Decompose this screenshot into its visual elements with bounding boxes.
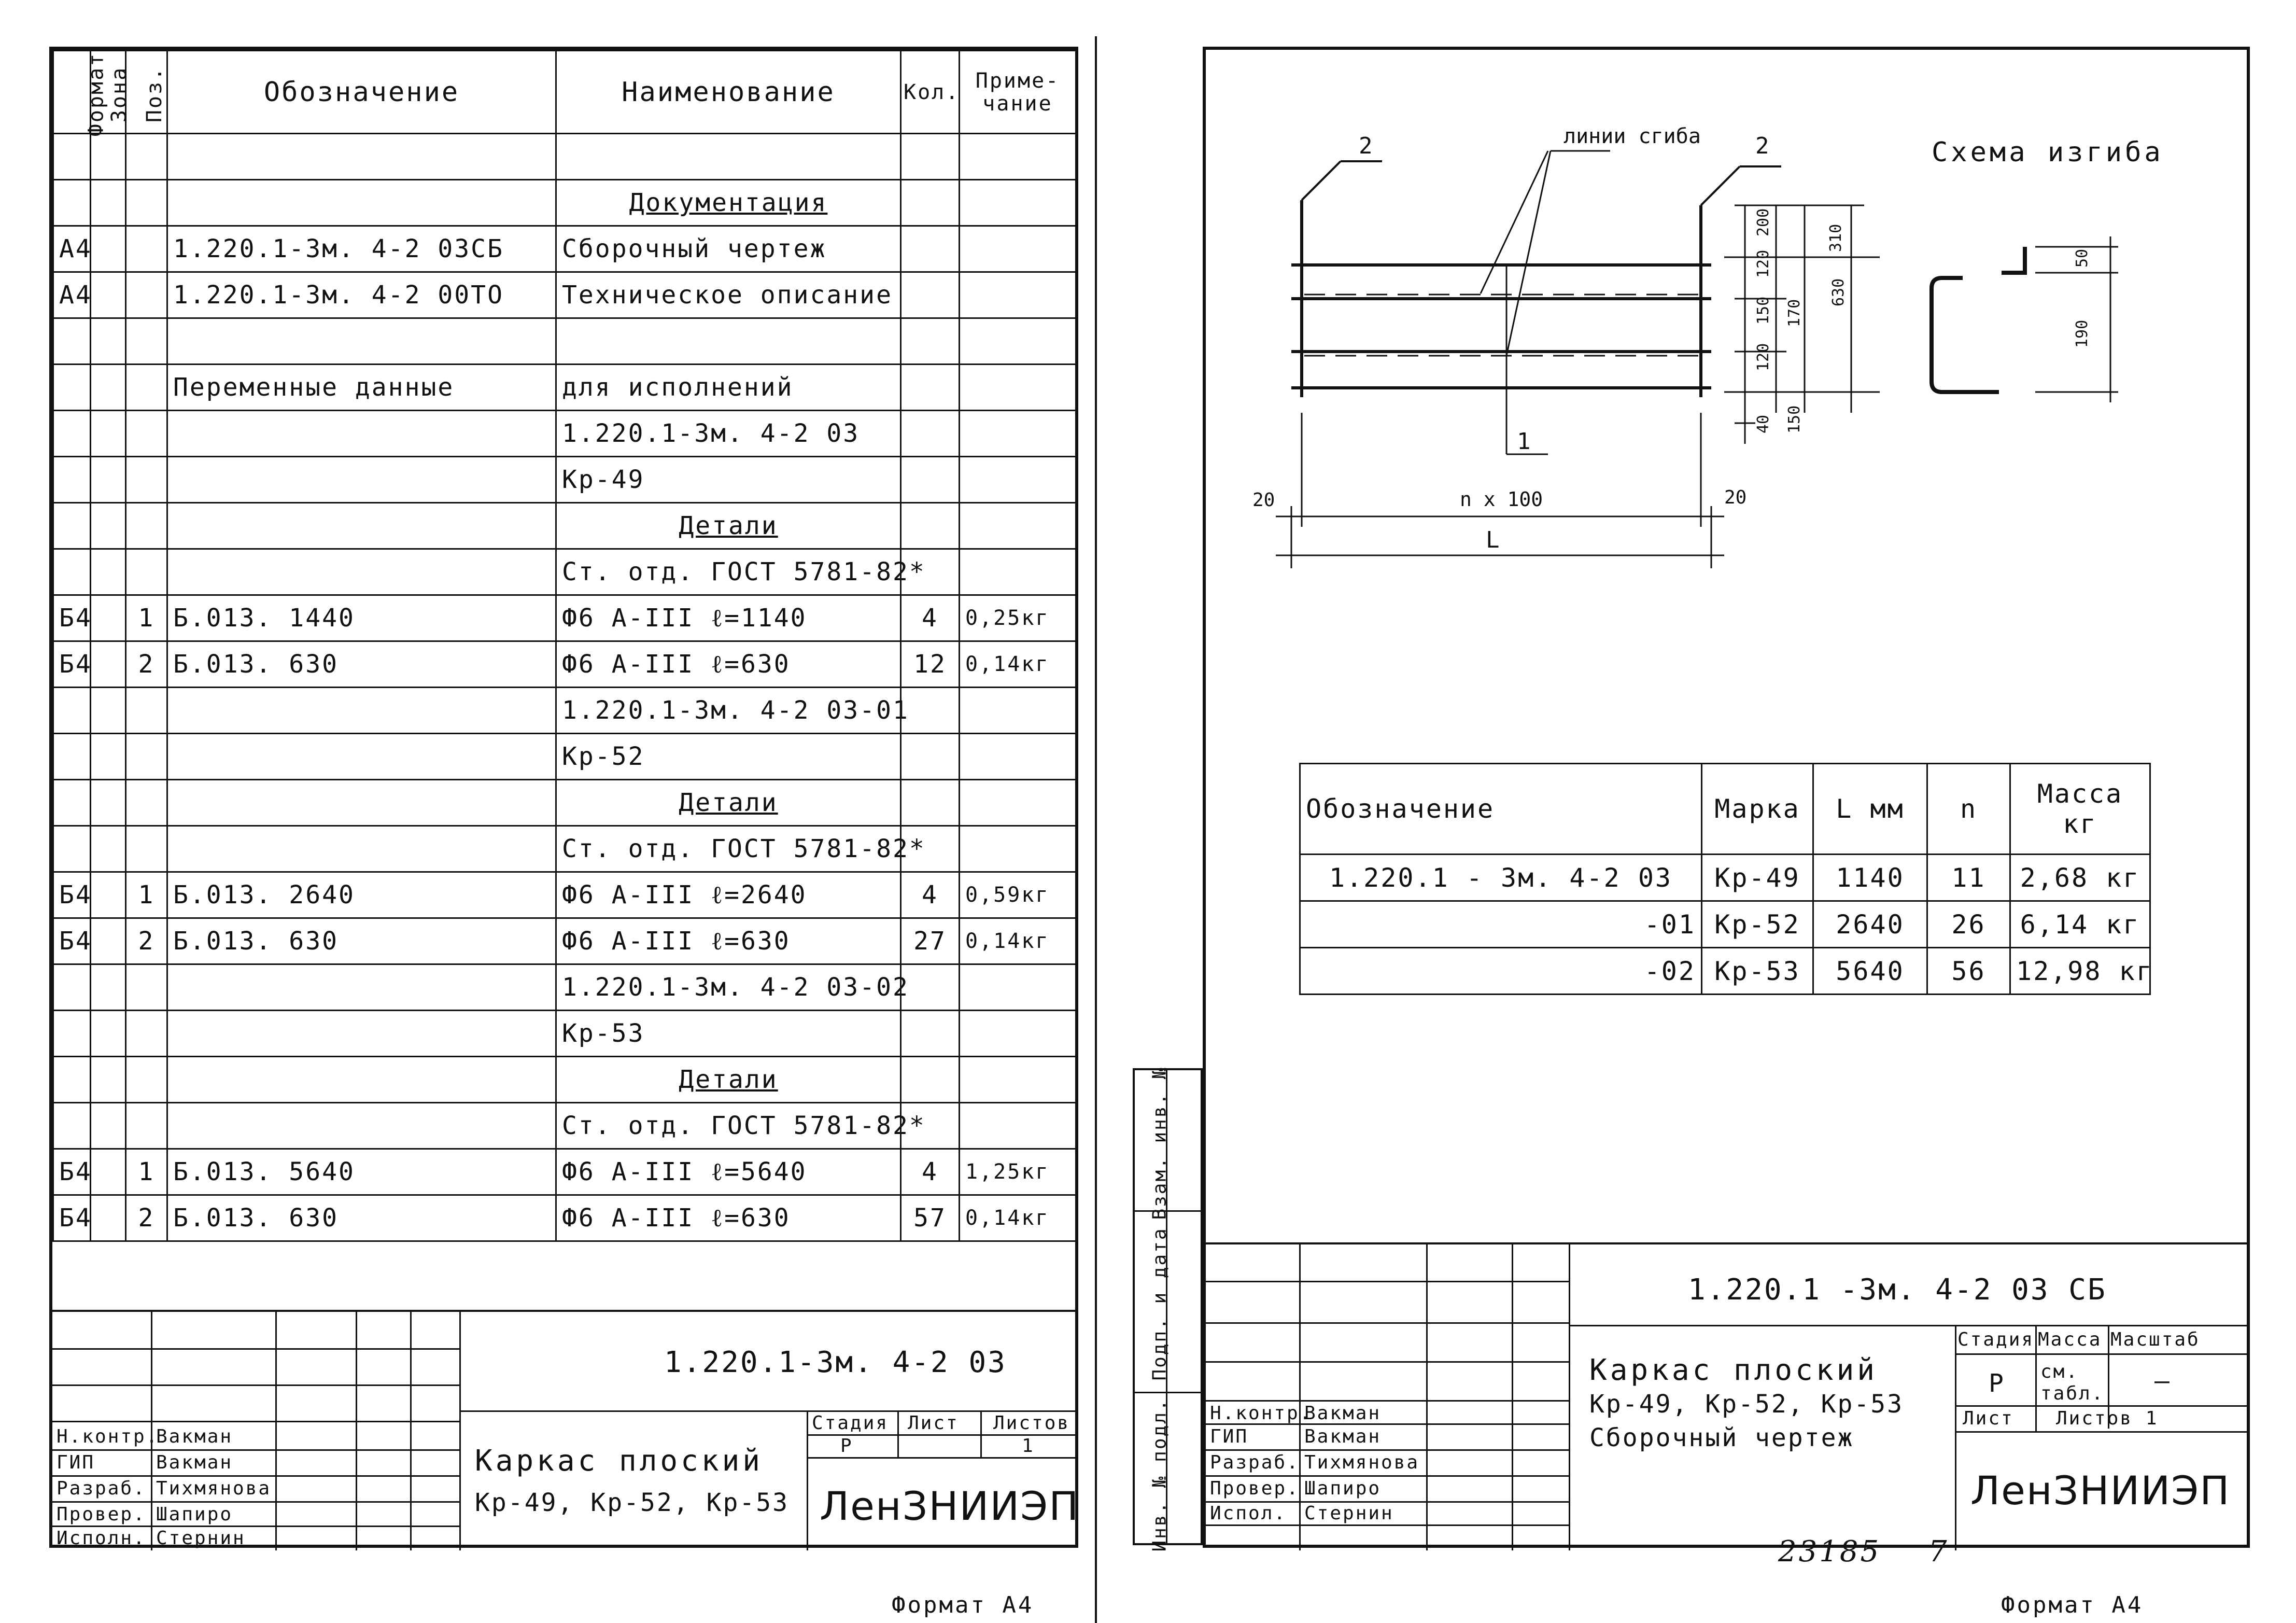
side-label-replaced: Взам. инв. № xyxy=(1149,1066,1171,1220)
right-organization-logo: ЛенЗНИИЭП xyxy=(1970,1467,2231,1514)
spec-cell-qty xyxy=(901,365,960,411)
mass-table-header: L мм xyxy=(1813,764,1927,855)
mass-table-header: Обозначение xyxy=(1300,764,1702,855)
spec-cell-name: Ф6 А-III ℓ=1140 xyxy=(556,595,901,641)
spec-cell-designation: Б.013. 630 xyxy=(167,918,556,964)
reinforcement-drawing xyxy=(1206,50,2247,620)
mass-table-cell: Кр-49 xyxy=(1702,855,1813,901)
vertical-dimension: 310 xyxy=(1827,223,1845,252)
spec-cell-qty: 4 xyxy=(901,1149,960,1195)
spec-cell-zone xyxy=(91,549,126,595)
spec-cell-designation xyxy=(167,503,556,549)
spec-row xyxy=(53,272,1076,318)
sheet-subtitle: Кр-49, Кр-52, Кр-53 xyxy=(475,1488,790,1517)
spec-row xyxy=(53,1057,1076,1103)
col-name: Наименование xyxy=(556,51,901,134)
spec-cell-format xyxy=(53,365,91,411)
spec-cell-format: Б4 xyxy=(53,595,91,641)
person-name: Стернин xyxy=(156,1528,246,1549)
mass-table-cell: 5640 xyxy=(1813,948,1927,995)
spec-cell-format: Б4 xyxy=(53,1149,91,1195)
person-name: Тихмянова xyxy=(1304,1452,1420,1473)
spec-row xyxy=(53,180,1076,226)
spec-cell-note xyxy=(960,272,1076,318)
mass-table-cell: -02 xyxy=(1300,948,1702,995)
spec-cell-zone xyxy=(91,272,126,318)
spec-cell-format xyxy=(53,503,91,549)
spec-cell-note xyxy=(960,318,1076,365)
spec-cell-pos xyxy=(126,272,167,318)
spec-row xyxy=(53,549,1076,595)
spec-cell-name: Ст. отд. ГОСТ 5781-82* xyxy=(556,1103,901,1149)
spec-cell-qty xyxy=(901,1057,960,1103)
right-sheet-doc-type: Сборочный чертеж xyxy=(1589,1423,1854,1452)
vertical-dimension: 630 xyxy=(1829,278,1848,306)
role-label: Провер. xyxy=(57,1504,146,1525)
spec-cell-designation xyxy=(167,1103,556,1149)
spec-cell-pos xyxy=(126,457,167,503)
vertical-dimension: 150 xyxy=(1754,296,1772,325)
spec-cell-format xyxy=(53,318,91,365)
r-scale-label: Масштаб xyxy=(2110,1329,2200,1350)
spec-cell-designation: Б.013. 630 xyxy=(167,641,556,688)
spec-row xyxy=(53,688,1076,734)
role-label: ГИП xyxy=(57,1452,95,1473)
spec-cell-format xyxy=(53,1011,91,1057)
spec-cell-qty xyxy=(901,318,960,365)
person-name: Шапиро xyxy=(156,1504,233,1525)
spec-cell-name: Документация xyxy=(556,180,901,226)
col-format: Формат xyxy=(53,51,91,134)
spec-cell-zone xyxy=(91,1011,126,1057)
spec-cell-pos xyxy=(126,318,167,365)
r-sheet-label: Лист xyxy=(1963,1408,2014,1429)
spec-cell-qty: 27 xyxy=(901,918,960,964)
pos-2-label: 2 xyxy=(1359,133,1373,159)
person-name: Вакман xyxy=(156,1452,233,1473)
spec-cell-name: Ф6 А-III ℓ=630 xyxy=(556,918,901,964)
col-qty: Кол. xyxy=(901,51,960,134)
vertical-dimension: 150 xyxy=(1785,405,1804,433)
spec-cell-pos xyxy=(126,1057,167,1103)
spec-cell-pos: 2 xyxy=(126,918,167,964)
spec-row xyxy=(53,226,1076,272)
spec-cell-pos: 2 xyxy=(126,641,167,688)
spec-cell-pos xyxy=(126,365,167,411)
r-mass-value: см. табл. xyxy=(2040,1361,2105,1404)
spec-cell-zone xyxy=(91,964,126,1011)
spec-cell-note xyxy=(960,549,1076,595)
mass-table-cell: 6,14 кг xyxy=(2010,901,2150,948)
mass-table-header: n xyxy=(1927,764,2010,855)
spec-cell-format: Б4 xyxy=(53,872,91,918)
pos-2-label-right: 2 xyxy=(1755,133,1769,159)
spec-cell-designation xyxy=(167,826,556,872)
spec-cell-zone xyxy=(91,780,126,826)
bend-dim-190: 190 xyxy=(2073,319,2091,348)
spec-row xyxy=(53,595,1076,641)
spec-row xyxy=(53,1011,1076,1057)
spec-row xyxy=(53,365,1076,411)
spec-cell-qty xyxy=(901,134,960,180)
spec-cell-designation: Б.013. 1440 xyxy=(167,595,556,641)
role-label: Разраб. xyxy=(1210,1452,1300,1473)
spec-cell-pos: 1 xyxy=(126,872,167,918)
right-format-note: Формат А4 xyxy=(2001,1592,2144,1618)
spec-cell-name: Ст. отд. ГОСТ 5781-82* xyxy=(556,826,901,872)
spec-cell-name: 1.220.1-3м. 4-2 03-01 xyxy=(556,688,901,734)
spec-cell-qty: 57 xyxy=(901,1195,960,1241)
spec-cell-designation xyxy=(167,411,556,457)
spec-row xyxy=(53,780,1076,826)
spec-cell-zone xyxy=(91,226,126,272)
mass-table-header: Марка xyxy=(1702,764,1813,855)
right-document-code: 1.220.1 -3м. 4-2 03 СБ xyxy=(1688,1273,2107,1307)
organization-logo: ЛенЗНИИЭП xyxy=(820,1483,1080,1529)
spec-cell-note xyxy=(960,503,1076,549)
spec-cell-zone xyxy=(91,318,126,365)
spec-cell-designation xyxy=(167,457,556,503)
mass-table-row xyxy=(1300,855,2150,901)
col-zone: Зона xyxy=(91,51,126,134)
spec-cell-pos xyxy=(126,826,167,872)
spec-cell-name: Ф6 А-III ℓ=630 xyxy=(556,1195,901,1241)
spec-cell-name: Ф6 А-III ℓ=630 xyxy=(556,641,901,688)
spec-cell-format xyxy=(53,180,91,226)
spec-cell-name xyxy=(556,318,901,365)
spec-cell-zone xyxy=(91,918,126,964)
spec-cell-pos xyxy=(126,549,167,595)
spec-cell-format xyxy=(53,1103,91,1149)
spec-cell-qty xyxy=(901,1011,960,1057)
mass-table-cell: 2,68 кг xyxy=(2010,855,2150,901)
r-stage-label: Стадия xyxy=(1957,1329,2035,1350)
spec-cell-note xyxy=(960,734,1076,780)
spec-cell-note xyxy=(960,180,1076,226)
mass-table-cell: Кр-53 xyxy=(1702,948,1813,995)
person-name: Вакман xyxy=(156,1426,233,1447)
spec-cell-note xyxy=(960,134,1076,180)
spec-cell-zone xyxy=(91,688,126,734)
r-stage-value: Р xyxy=(1989,1369,2005,1398)
spec-cell-note: 0,14кг xyxy=(960,1195,1076,1241)
spec-cell-note xyxy=(960,1057,1076,1103)
spec-cell-designation: 1.220.1-3м. 4-2 03СБ xyxy=(167,226,556,272)
role-label: Исполн. xyxy=(57,1528,146,1549)
col-designation: Обозначение xyxy=(167,51,556,134)
archive-page: 7 xyxy=(1928,1535,1949,1569)
spec-cell-designation xyxy=(167,1057,556,1103)
spec-cell-qty xyxy=(901,180,960,226)
spec-row xyxy=(53,826,1076,872)
spec-cell-zone xyxy=(91,595,126,641)
spec-cell-name: Ст. отд. ГОСТ 5781-82* xyxy=(556,549,901,595)
spec-cell-qty: 12 xyxy=(901,641,960,688)
spec-cell-format: Б4 xyxy=(53,641,91,688)
spec-cell-name xyxy=(556,134,901,180)
spec-cell-name: Ф6 А-III ℓ=5640 xyxy=(556,1149,901,1195)
spec-cell-qty xyxy=(901,964,960,1011)
spec-cell-name: Сборочный чертеж xyxy=(556,226,901,272)
spec-cell-zone xyxy=(91,872,126,918)
spec-cell-format xyxy=(53,780,91,826)
spec-cell-format: А4 xyxy=(53,226,91,272)
spec-cell-designation xyxy=(167,318,556,365)
spec-cell-qty xyxy=(901,226,960,272)
role-label: Провер. xyxy=(1210,1478,1300,1499)
spec-cell-format xyxy=(53,457,91,503)
mass-table-cell: 2640 xyxy=(1813,901,1927,948)
spec-cell-designation xyxy=(167,1011,556,1057)
dim-20-right: 20 xyxy=(1724,487,1747,508)
spec-cell-note: 0,25кг xyxy=(960,595,1076,641)
spec-cell-designation: Переменные данные xyxy=(167,365,556,411)
spec-row xyxy=(53,1103,1076,1149)
stage-label: Стадия xyxy=(812,1412,889,1434)
vertical-dimension: 120 xyxy=(1754,343,1772,371)
sheet-title: Каркас плоский xyxy=(475,1444,764,1478)
spec-cell-note: 0,14кг xyxy=(960,641,1076,688)
spec-cell-zone xyxy=(91,1149,126,1195)
spec-cell-note: 0,14кг xyxy=(960,918,1076,964)
spec-cell-format: Б4 xyxy=(53,918,91,964)
scheme-title: Схема изгиба xyxy=(1932,137,2164,168)
spec-row xyxy=(53,918,1076,964)
mass-table-row xyxy=(1300,901,2150,948)
spec-cell-zone xyxy=(91,1103,126,1149)
spec-cell-zone xyxy=(91,411,126,457)
sheets-label: Листов xyxy=(993,1412,1070,1434)
spec-row xyxy=(53,641,1076,688)
person-name: Вакман xyxy=(1304,1426,1382,1447)
spec-cell-note xyxy=(960,411,1076,457)
mass-table-cell: -01 xyxy=(1300,901,1702,948)
spec-cell-qty: 4 xyxy=(901,872,960,918)
spec-cell-designation xyxy=(167,134,556,180)
person-name: Шапиро xyxy=(1304,1478,1382,1499)
spec-cell-name: Кр-49 xyxy=(556,457,901,503)
col-note: Приме-чание xyxy=(960,51,1076,134)
spec-cell-qty: 4 xyxy=(901,595,960,641)
spec-cell-note: 0,59кг xyxy=(960,872,1076,918)
specification-body xyxy=(53,134,1076,1241)
spec-cell-format xyxy=(53,826,91,872)
spec-row xyxy=(53,734,1076,780)
spec-cell-zone xyxy=(91,134,126,180)
vertical-dimension: 170 xyxy=(1785,299,1804,327)
spec-cell-pos xyxy=(126,688,167,734)
spec-cell-name: Кр-52 xyxy=(556,734,901,780)
right-sheet xyxy=(1203,47,2250,1548)
spec-row xyxy=(53,457,1076,503)
role-label: Разраб. xyxy=(57,1478,146,1499)
role-label: Испол. xyxy=(1210,1503,1287,1524)
sheet-label: Лист xyxy=(908,1412,959,1434)
mass-table-row xyxy=(1300,948,2150,995)
spec-row xyxy=(53,1195,1076,1241)
spec-row xyxy=(53,134,1076,180)
spec-cell-name: Ф6 А-III ℓ=2640 xyxy=(556,872,901,918)
stage-value: Р xyxy=(840,1435,853,1457)
side-label-inventory: Инв. № подл. xyxy=(1149,1398,1171,1552)
spec-cell-name: для исполнений xyxy=(556,365,901,411)
spec-cell-format: А4 xyxy=(53,272,91,318)
specification-table xyxy=(52,50,1077,1242)
sheets-value: 1 xyxy=(1022,1435,1035,1457)
dim-20-left: 20 xyxy=(1252,489,1275,511)
spec-cell-qty xyxy=(901,503,960,549)
spec-row xyxy=(53,411,1076,457)
spec-cell-note xyxy=(960,1103,1076,1149)
spec-cell-zone xyxy=(91,826,126,872)
spec-row xyxy=(53,1149,1076,1195)
sheet-divider xyxy=(1095,36,1097,1623)
role-label: Н.контр. xyxy=(1210,1403,1313,1424)
spec-cell-pos xyxy=(126,780,167,826)
spec-cell-note xyxy=(960,964,1076,1011)
spec-cell-note xyxy=(960,826,1076,872)
mass-table-cell: 1140 xyxy=(1813,855,1927,901)
spec-cell-note xyxy=(960,780,1076,826)
spec-cell-qty xyxy=(901,780,960,826)
spec-cell-designation xyxy=(167,688,556,734)
r-sheets-label: Листов 1 xyxy=(2056,1408,2159,1429)
vertical-dimension: 40 xyxy=(1754,414,1772,433)
spec-cell-format xyxy=(53,688,91,734)
spec-cell-note: 1,25кг xyxy=(960,1149,1076,1195)
document-code: 1.220.1-3м. 4-2 03 xyxy=(664,1346,1007,1379)
spec-cell-name: Детали xyxy=(556,1057,901,1103)
spec-cell-note xyxy=(960,226,1076,272)
spec-cell-note xyxy=(960,457,1076,503)
spec-cell-format xyxy=(53,549,91,595)
mass-table-cell: 1.220.1 - 3м. 4-2 03 xyxy=(1300,855,1702,901)
spec-cell-pos xyxy=(126,734,167,780)
spec-cell-pos xyxy=(126,226,167,272)
left-format-note: Формат А4 xyxy=(892,1592,1034,1618)
vertical-dimension: 200 xyxy=(1754,208,1772,236)
spec-cell-pos: 1 xyxy=(126,595,167,641)
right-sheet-title: Каркас плоский xyxy=(1589,1353,1878,1387)
spec-cell-designation xyxy=(167,180,556,226)
spec-cell-format: Б4 xyxy=(53,1195,91,1241)
spec-cell-pos: 1 xyxy=(126,1149,167,1195)
spec-cell-pos xyxy=(126,411,167,457)
spec-cell-qty xyxy=(901,457,960,503)
spec-cell-pos xyxy=(126,180,167,226)
spec-cell-zone xyxy=(91,1057,126,1103)
spec-cell-note xyxy=(960,365,1076,411)
bend-dim-50: 50 xyxy=(2073,248,2091,268)
spec-cell-pos xyxy=(126,964,167,1011)
spec-cell-format xyxy=(53,411,91,457)
vertical-dimension: 120 xyxy=(1754,249,1772,278)
spec-cell-format xyxy=(53,134,91,180)
spec-cell-qty xyxy=(901,411,960,457)
spec-row xyxy=(53,964,1076,1011)
spec-cell-zone xyxy=(91,1195,126,1241)
spec-cell-designation xyxy=(167,549,556,595)
spec-cell-qty xyxy=(901,734,960,780)
spec-cell-note xyxy=(960,1011,1076,1057)
spec-row xyxy=(53,872,1076,918)
spec-cell-zone xyxy=(91,365,126,411)
right-title-block xyxy=(1206,1242,2247,1550)
spec-cell-note xyxy=(960,688,1076,734)
spec-cell-zone xyxy=(91,457,126,503)
spec-cell-qty xyxy=(901,272,960,318)
left-title-block xyxy=(52,1310,1080,1550)
spec-cell-zone xyxy=(91,503,126,549)
person-name: Стернин xyxy=(1304,1503,1394,1524)
spec-cell-pos xyxy=(126,503,167,549)
spec-cell-pos xyxy=(126,134,167,180)
spec-cell-name: 1.220.1-3м. 4-2 03-02 xyxy=(556,964,901,1011)
role-label: Н.контр. xyxy=(57,1426,159,1447)
mass-table-cell: 56 xyxy=(1927,948,2010,995)
spec-cell-pos xyxy=(126,1011,167,1057)
spec-cell-pos: 2 xyxy=(126,1195,167,1241)
spec-row xyxy=(53,503,1076,549)
spec-cell-zone xyxy=(91,641,126,688)
right-sheet-subtitle: Кр-49, Кр-52, Кр-53 xyxy=(1589,1390,1904,1419)
spec-cell-qty xyxy=(901,688,960,734)
left-sheet xyxy=(49,47,1078,1548)
spec-cell-name: Детали xyxy=(556,503,901,549)
mass-table-cell: 26 xyxy=(1927,901,2010,948)
person-name: Вакман xyxy=(1304,1403,1382,1424)
dim-n100: n x 100 xyxy=(1460,488,1543,511)
spec-cell-designation xyxy=(167,780,556,826)
spec-cell-name: Кр-53 xyxy=(556,1011,901,1057)
spec-cell-name: 1.220.1-3м. 4-2 03 xyxy=(556,411,901,457)
spec-cell-zone xyxy=(91,180,126,226)
person-name: Тихмянова xyxy=(156,1478,272,1499)
spec-cell-zone xyxy=(91,734,126,780)
spec-cell-format xyxy=(53,964,91,1011)
spec-row xyxy=(53,318,1076,365)
spec-cell-pos xyxy=(126,1103,167,1149)
spec-cell-designation xyxy=(167,734,556,780)
side-stamp xyxy=(1133,1066,1203,1552)
mass-table xyxy=(1299,763,2151,995)
pos-1-label: 1 xyxy=(1517,428,1531,455)
spec-cell-designation xyxy=(167,964,556,1011)
spec-cell-name: Детали xyxy=(556,780,901,826)
spec-cell-name: Техническое описание xyxy=(556,272,901,318)
mass-table-cell: 11 xyxy=(1927,855,2010,901)
mass-table-cell: Кр-52 xyxy=(1702,901,1813,948)
bend-lines-label: линии сгиба xyxy=(1563,124,1701,148)
spec-cell-format xyxy=(53,1057,91,1103)
side-label-signature: Подп. и дата xyxy=(1149,1227,1171,1381)
col-pos: Поз. xyxy=(126,51,167,134)
archive-number: 23185 xyxy=(1778,1535,1881,1569)
spec-cell-designation: 1.220.1-3м. 4-2 00ТО xyxy=(167,272,556,318)
role-label: ГИП xyxy=(1210,1426,1249,1447)
spec-cell-designation: Б.013. 5640 xyxy=(167,1149,556,1195)
mass-table-header: Масса кг xyxy=(2010,764,2150,855)
spec-cell-designation: Б.013. 630 xyxy=(167,1195,556,1241)
r-scale-value: — xyxy=(2154,1366,2171,1395)
spec-cell-format xyxy=(53,734,91,780)
mass-table-cell: 12,98 кг xyxy=(2010,948,2150,995)
spec-cell-designation: Б.013. 2640 xyxy=(167,872,556,918)
r-mass-label: Масса xyxy=(2038,1329,2102,1350)
dim-L: L xyxy=(1486,527,1500,553)
